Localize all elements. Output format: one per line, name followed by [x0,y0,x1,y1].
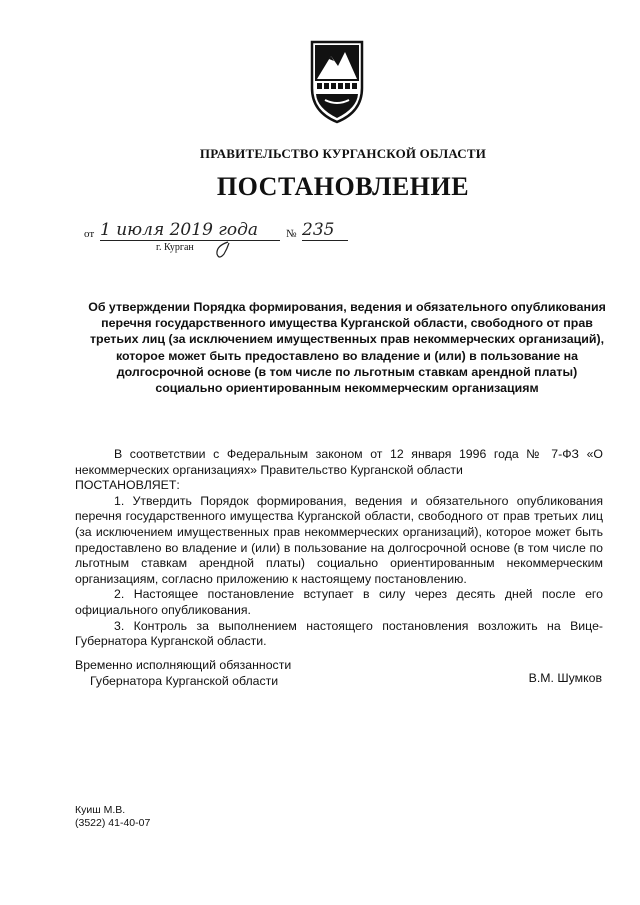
handwritten-initial-mark [212,240,234,260]
kurgan-oblast-emblem-icon [307,38,367,124]
intro-paragraph: В соответствии с Федеральным законом от 12 января 1996 года № 7-ФЗ «О некоммерческих организациях» Правительство Курганской области [75,447,603,477]
executor-name: Куиш М.В. [75,804,126,816]
item-1-paragraph: 1. Утвердить Порядок формирования, ведения и обязательного опубликования перечня государственного имущества Курганской области, свободного от прав третьих лиц (за исключением имущественных прав некоммерческих организаций), которое может быть предоставлено во владение и (или) в пользование на долгосрочной основе (в том числе по льготным ставкам арендной платы) социально ориентированным некоммерческим организациям, согласно приложению к настоящему постановлению. [75,493,603,586]
resolution-body [75,447,603,650]
signatory-position-line-2: Губернатора Курганской области [90,674,279,688]
signatory-name: В.М. Шумков [528,671,602,685]
government-title: ПРАВИТЕЛЬСТВО КУРГАНСКОЙ ОБЛАСТИ [199,146,487,161]
item-3-paragraph: 3. Контроль за выполнением настоящего постановления возложить на Вице-Губернатора Курганской области. [75,618,603,649]
date-prefix-label: от [84,228,95,240]
item-2-paragraph: 2. Настоящее постановление вступает в силу через десять дней после его официального опубликования. [75,587,603,617]
handwritten-number: 235 [302,220,348,241]
executor-info [75,804,150,830]
handwritten-date: 1 июля 2019 года [100,220,280,241]
number-label: № [286,228,297,240]
resolution-heading: Об утверждении Порядка формирования, ведения и обязательного опубликования перечня государственного имущества Курганской области, свободного от прав третьих лиц (за исключением имущественных прав некоммерческих организаций), которое может быть предоставлено во владение и (или) в пользование на долгосрочной основе (в том числе по льготным ставкам арендной платы) социально ориентированным некоммерческим организациям [88,300,606,396]
document-type-title: ПОСТАНОВЛЕНИЕ [216,172,470,201]
signatory-position [75,657,291,689]
signatory-position-line-1: Временно исполняющий обязанности [75,658,292,672]
date-number-line [84,222,364,262]
resolves-label: ПОСТАНОВЛЯЕТ: [75,478,180,493]
city-label: г. Курган [156,242,194,253]
executor-phone: (3522) 41-40-07 [75,817,151,829]
